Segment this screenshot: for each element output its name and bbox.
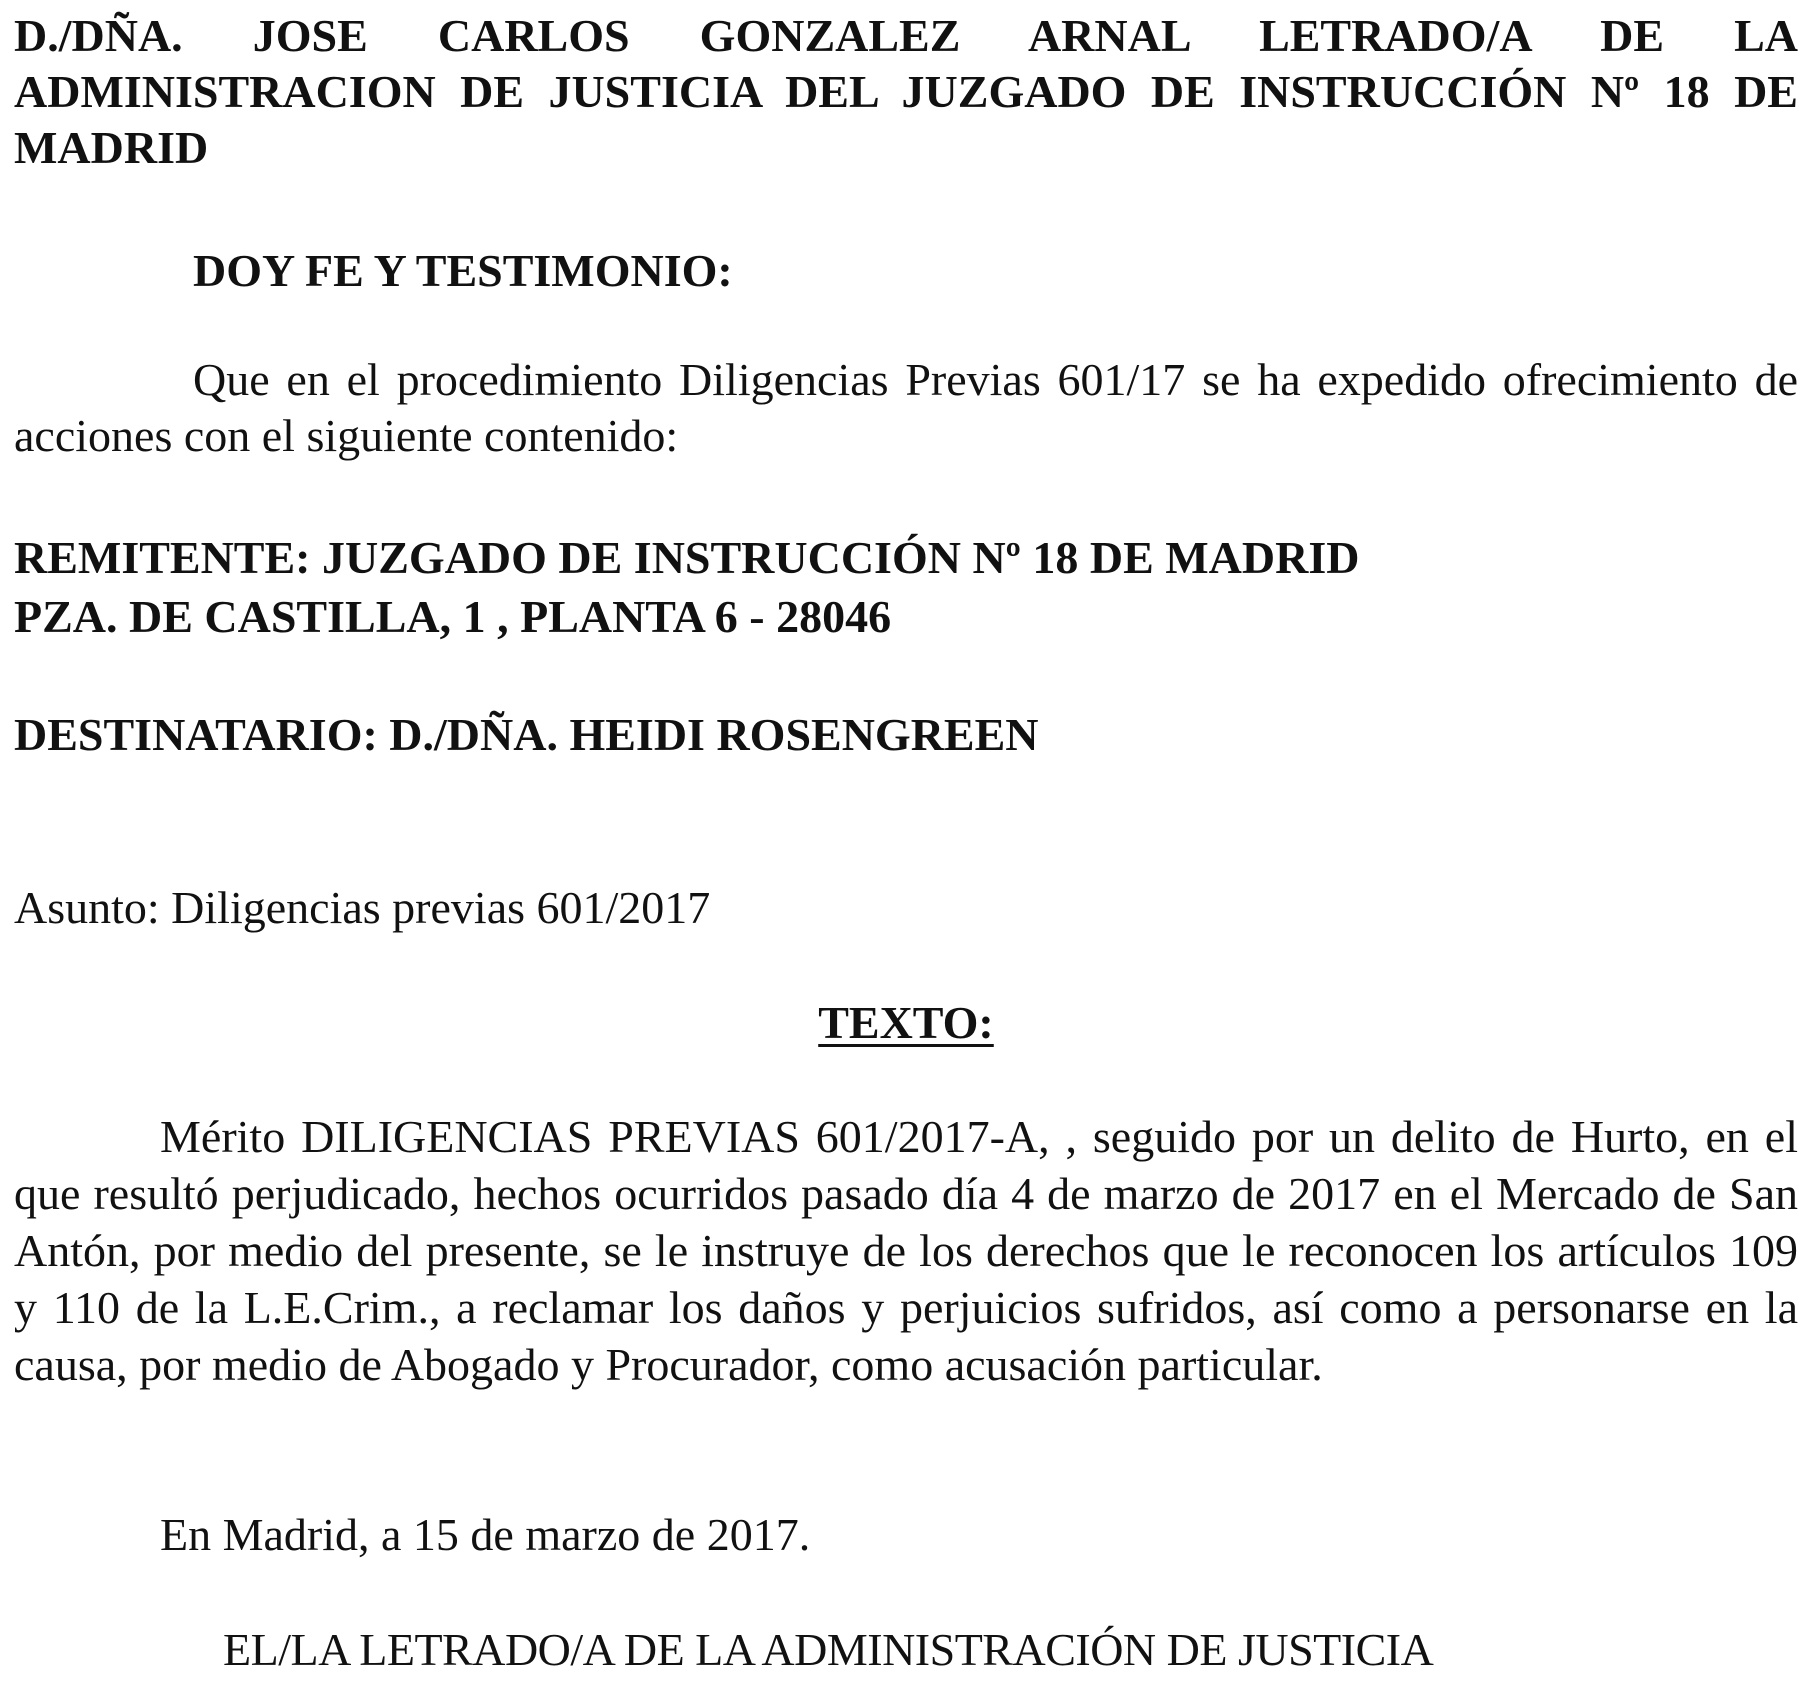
sender-line-1: REMITENTE: JUZGADO DE INSTRUCCIÓN Nº 18 DE MADRID (14, 532, 1360, 583)
certification-heading: DOY FE Y TESTIMONIO: (193, 245, 733, 296)
text-section-heading: TEXTO: (818, 997, 994, 1048)
sender-block (14, 528, 1798, 646)
text-section-body: Mérito DILIGENCIAS PREVIAS 601/2017-A, , seguido por un delito de Hurto, en el que resultó perjudicado, hechos ocurridos pasado día 4 de marzo de 2017 en el Mercado de San Antón, por medio del presente, se le instruye de los derechos que le reconocen los artículos 109 y 110 de la L.E.Crim., a reclamar los daños y perjuicios sufridos, así como a personarse en la causa, por medio de Abogado y Procurador, como acusación particular. (14, 1111, 1798, 1390)
text-section-heading-wrapper (0, 995, 1812, 1051)
closing-date: En Madrid, a 15 de marzo de 2017. (160, 1509, 811, 1560)
certification-intro: Que en el procedimiento Diligencias Previas 601/17 se ha expedido ofrecimiento de acciones con el siguiente contenido: (14, 354, 1798, 461)
subject-line: Asunto: Diligencias previas 601/2017 (14, 882, 711, 933)
recipient-line: DESTINATARIO: D./DÑA. HEIDI ROSENGREEN (14, 709, 1039, 760)
signature-title: EL/LA LETRADO/A DE LA ADMINISTRACIÓN DE JUSTICIA (223, 1624, 1434, 1675)
document-header: D./DÑA. JOSE CARLOS GONZALEZ ARNAL LETRADO/A DE LA ADMINISTRACION DE JUSTICIA DEL JUZGADO DE INSTRUCCIÓN Nº 18 DE MADRID (14, 10, 1798, 173)
sender-line-2: PZA. DE CASTILLA, 1 , PLANTA 6 - 28046 (14, 591, 892, 642)
